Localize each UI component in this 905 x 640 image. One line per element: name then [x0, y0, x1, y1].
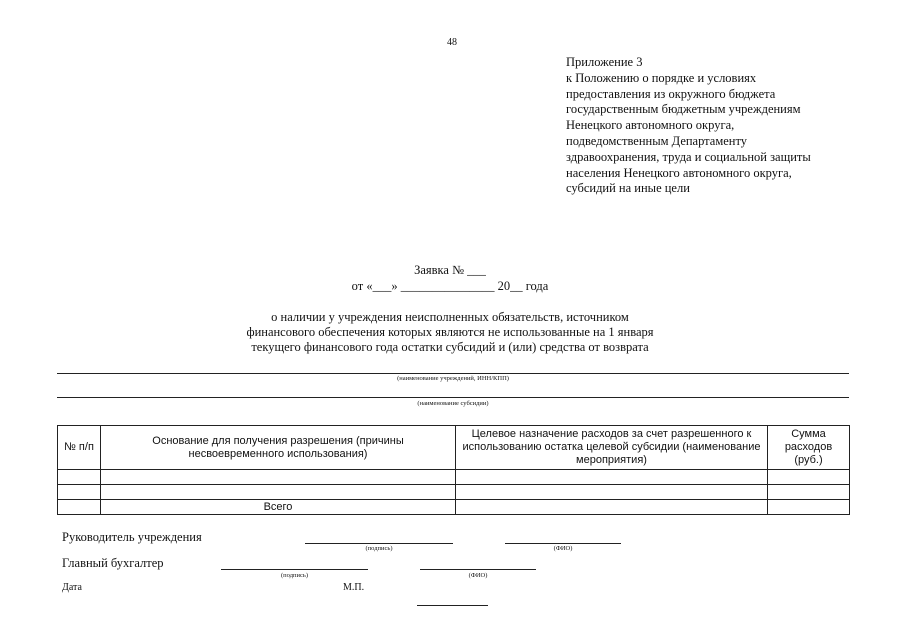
header-number: № п/п	[58, 426, 101, 470]
table-total-row	[58, 500, 850, 515]
total-label: Всего	[101, 500, 456, 515]
table-cell	[58, 500, 101, 515]
accountant-signature-caption: (подпись)	[281, 572, 308, 579]
table-row	[58, 485, 850, 500]
table-header-row	[58, 426, 850, 470]
appendix-line: населения Ненецкого автономного округа,	[566, 165, 792, 180]
appendix-line: государственным бюджетным учреждениям	[566, 102, 801, 117]
header-purpose: Целевое назначение расходов за счет разрешенного к использованию остатка целевой субсидии (наименование мероприятия)	[456, 426, 768, 470]
accountant-signature-line	[221, 569, 368, 570]
appendix-line: Ненецкого автономного округа,	[566, 118, 735, 133]
date-label: Дата	[62, 582, 82, 593]
appendix-line: здравоохранения, труда и социальной защиты	[566, 149, 811, 164]
table-cell	[456, 500, 768, 515]
table-cell	[101, 470, 456, 485]
request-title: Заявка № ___	[414, 263, 486, 277]
appendix-line: Приложение 3	[566, 55, 643, 69]
head-signature-line	[305, 543, 453, 544]
stamp-label: М.П.	[343, 582, 365, 593]
appendix-block	[566, 55, 896, 197]
head-label: Руководитель учреждения	[62, 530, 202, 544]
appendix-line: к Положению о порядке и условиях	[566, 70, 757, 85]
head-name-line	[505, 543, 621, 544]
date-line	[417, 605, 488, 606]
head-signature-caption: (подпись)	[365, 545, 393, 552]
subsidy-caption: (наименование субсидии)	[417, 400, 489, 407]
subject-line: о наличии у учреждения неисполненных обязательств, источником	[271, 310, 629, 324]
request-date: от «___» _______________ 20__ года	[351, 279, 549, 293]
request-table	[57, 425, 850, 515]
table-cell	[58, 470, 101, 485]
table-cell	[456, 485, 768, 500]
header-basis: Основание для получения разрешения (причины несвоевременного использования)	[101, 426, 456, 470]
table-cell	[768, 470, 850, 485]
table-row	[58, 470, 850, 485]
table-cell	[101, 485, 456, 500]
subject-line: финансового обеспечения которых являются не использованные на 1 января	[246, 325, 654, 340]
table-cell	[58, 485, 101, 500]
institution-caption: (наименование учреждений, ИНН/КПП)	[397, 375, 509, 382]
institution-line	[57, 373, 849, 374]
appendix-line: подведомственным Департаменту	[566, 133, 748, 148]
table-cell	[456, 470, 768, 485]
head-name-caption: (ФИО)	[553, 545, 573, 552]
accountant-name-caption: (ФИО)	[468, 572, 488, 579]
accountant-label: Главный бухгалтер	[62, 556, 164, 570]
appendix-line: субсидий на иные цели	[566, 181, 690, 196]
page-number: 48	[447, 37, 457, 48]
accountant-name-line	[420, 569, 536, 570]
table-cell	[768, 500, 850, 515]
subsidy-line	[57, 397, 849, 398]
appendix-line: предоставления из окружного бюджета	[566, 86, 776, 101]
table-cell	[768, 485, 850, 500]
request-subject	[150, 310, 750, 356]
header-amount: Сумма расходов (руб.)	[768, 426, 850, 470]
subject-line: текущего финансового года остатки субсидий и (или) средства от возврата	[251, 340, 649, 355]
